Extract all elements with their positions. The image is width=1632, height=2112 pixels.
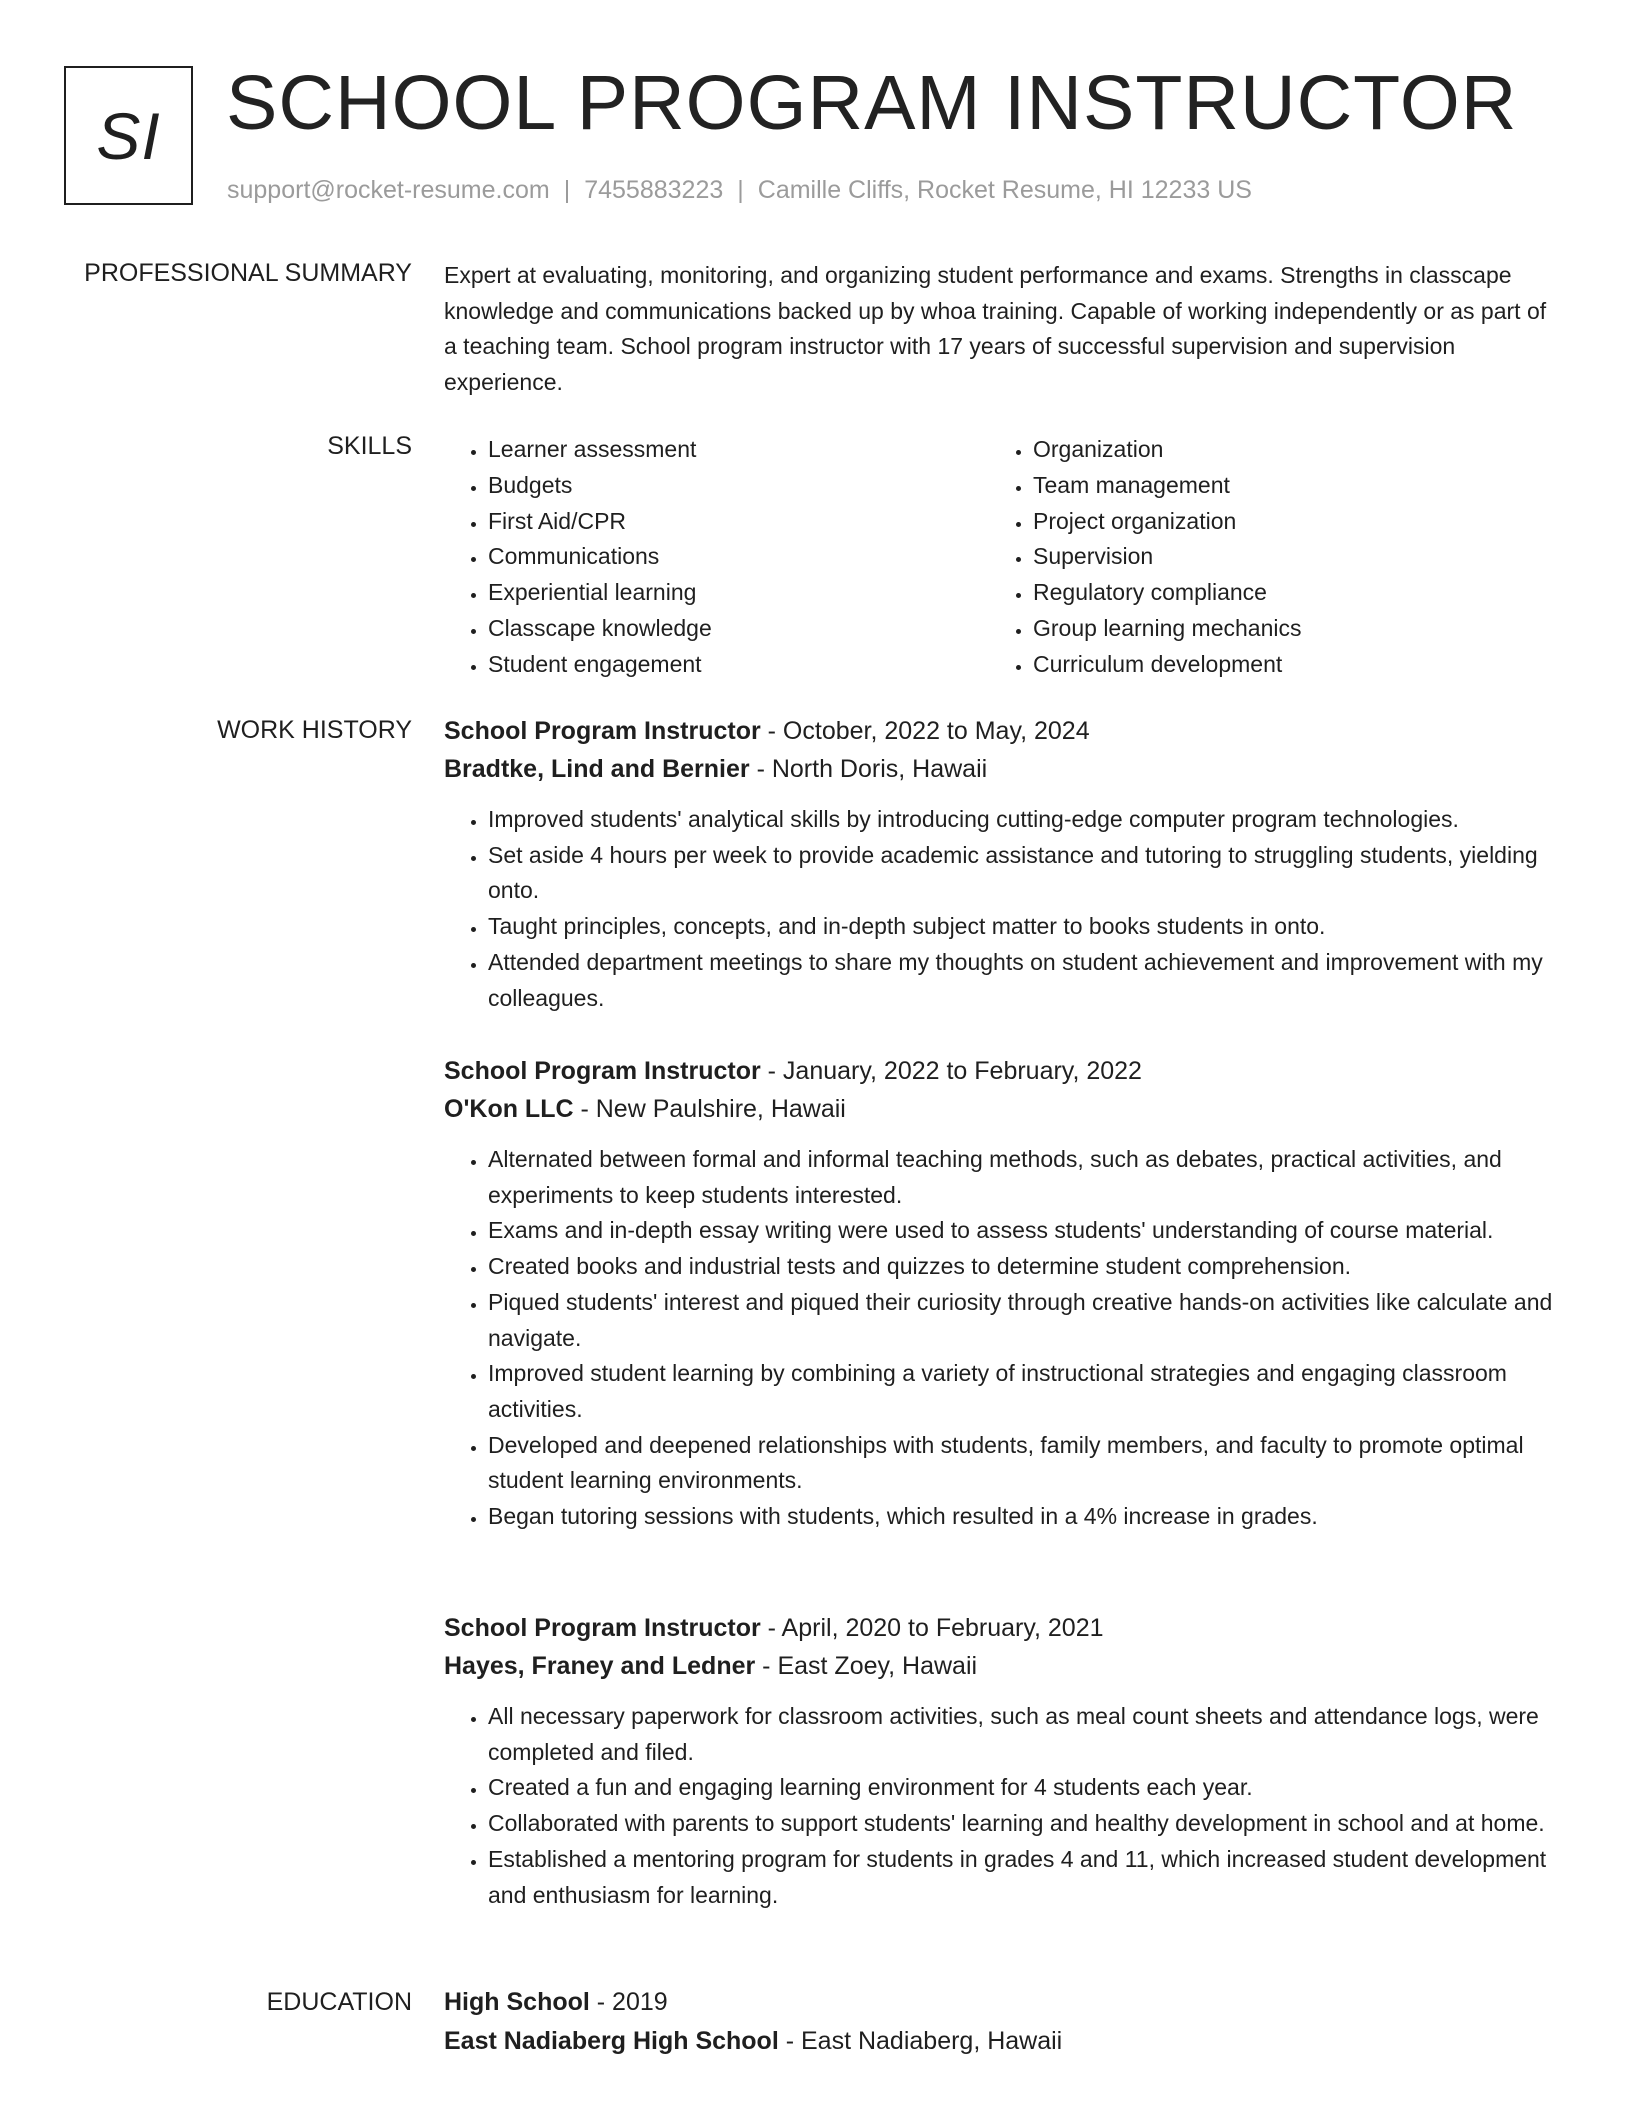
skill-item: • Learner assessment (488, 432, 989, 468)
job-company-line (444, 1090, 1556, 1128)
job-company-line (444, 750, 1556, 788)
job-bullet: • Developed and deepened relationships with students, family members, and faculty to promote optimal student learning environments. (488, 1428, 1556, 1499)
skill-item: • Supervision (1033, 539, 1534, 575)
job-company-line (444, 1647, 1556, 1685)
job-location: - East Zoey, Hawaii (755, 1652, 978, 1680)
job-bullet: • Established a mentoring program for students in grades 4 and 11, which increased student development and enthusiasm for learning. (488, 1842, 1556, 1913)
contact-separator: | (737, 176, 744, 204)
education-degree: High School (444, 1988, 590, 2016)
section-label-skills: SKILLS (327, 432, 412, 460)
monogram-badge (64, 66, 193, 205)
skill-item: • Curriculum development (1033, 647, 1534, 683)
job-bullet: • All necessary paperwork for classroom activities, such as meal count sheets and attendance logs, were completed and filed. (488, 1699, 1556, 1770)
job-bullet: • Created a fun and engaging learning environment for 4 students each year. (488, 1770, 1556, 1806)
education-year: - 2019 (589, 1988, 668, 2016)
skill-item: • Budgets (488, 468, 989, 504)
job-company: Bradtke, Lind and Bernier (444, 755, 750, 783)
job-bullet: • Attended department meetings to share my thoughts on student achievement and improvement with my colleagues. (488, 945, 1556, 1016)
job-bullet: • Piqued students' interest and piqued their curiosity through creative hands-on activities like calculate and navigate. (488, 1285, 1556, 1356)
job-title: School Program Instructor (444, 717, 761, 745)
skill-item: • Regulatory compliance (1033, 575, 1534, 611)
job-dates: - January, 2022 to February, 2022 (760, 1057, 1142, 1085)
contact-address: Camille Cliffs, Rocket Resume, HI 12233 US (757, 176, 1252, 204)
job-location: - North Doris, Hawaii (749, 755, 988, 783)
job-title-line (444, 1609, 1556, 1647)
job-bullets (444, 1699, 1556, 1913)
job-bullet: • Alternated between formal and informal teaching methods, such as debates, practical activities, and experiments to keep students interested. (488, 1142, 1556, 1213)
skill-item: • Project organization (1033, 504, 1534, 540)
contact-email[interactable]: support@rocket-resume.com (227, 176, 550, 204)
job-bullets (444, 1142, 1556, 1535)
job-bullet: • Improved students' analytical skills by introducing cutting-edge computer program technologies. (488, 802, 1556, 838)
skill-item: • Team management (1033, 468, 1534, 504)
job-title-line (444, 1052, 1556, 1090)
skill-item: • First Aid/CPR (488, 504, 989, 540)
job-location: - New Paulshire, Hawaii (573, 1095, 846, 1123)
skill-item: • Experiential learning (488, 575, 989, 611)
candidate-name: SCHOOL PROGRAM INSTRUCTOR (226, 60, 1518, 146)
education-section (444, 1983, 1556, 2061)
skill-item: • Organization (1033, 432, 1534, 468)
skill-item: • Communications (488, 539, 989, 575)
job-bullet: • Began tutoring sessions with students, which resulted in a 4% increase in grades. (488, 1499, 1556, 1535)
section-label-education: EDUCATION (266, 1988, 412, 2016)
job-dates: - October, 2022 to May, 2024 (760, 717, 1090, 745)
contact-line (227, 174, 1252, 206)
job-dates: - April, 2020 to February, 2021 (760, 1614, 1104, 1642)
education-location: - East Nadiaberg, Hawaii (778, 2027, 1063, 2055)
education-degree-line (444, 1983, 1556, 2022)
section-label-summary: PROFESSIONAL SUMMARY (84, 259, 412, 287)
job-bullet: • Improved student learning by combining a variety of instructional strategies and engaging classroom activities. (488, 1356, 1556, 1427)
monogram-initials: SI (96, 98, 161, 173)
job-company: Hayes, Franey and Ledner (444, 1652, 756, 1680)
skill-item: • Group learning mechanics (1033, 611, 1534, 647)
job-bullet: • Created books and industrial tests and quizzes to determine student comprehension. (488, 1249, 1556, 1285)
job-bullet: • Set aside 4 hours per week to provide academic assistance and tutoring to struggling students, yielding onto. (488, 838, 1556, 909)
contact-separator: | (563, 176, 571, 204)
contact-phone[interactable]: 7455883223 (584, 176, 724, 204)
skill-item: • Student engagement (488, 647, 989, 683)
section-label-work: WORK HISTORY (217, 716, 412, 744)
job-bullet: • Collaborated with parents to support students' learning and healthy development in school and at home. (488, 1806, 1556, 1842)
skill-item: • Classcape knowledge (488, 611, 989, 647)
job-bullets (444, 802, 1556, 1016)
skills-list-right (989, 432, 1534, 683)
summary-section (444, 258, 1556, 400)
education-school: East Nadiaberg High School (444, 2027, 779, 2055)
education-school-line (444, 2022, 1556, 2061)
skills-section (444, 432, 1556, 683)
job-entry (444, 712, 1556, 1016)
job-bullet: • Exams and in-depth essay writing were used to assess students' understanding of course material. (488, 1213, 1556, 1249)
job-title: School Program Instructor (444, 1057, 761, 1085)
job-company: O'Kon LLC (444, 1095, 574, 1123)
job-bullet: • Taught principles, concepts, and in-depth subject matter to books students in onto. (488, 909, 1556, 945)
summary-text: Expert at evaluating, monitoring, and organizing student performance and exams. Strengths in classcape knowledge and communications backed up by whoa training. Capable of working independently or as part of a teaching team. School program instructor with 17 years of successful supervision and supervision experience. (444, 262, 1547, 395)
job-entry (444, 1052, 1556, 1535)
job-title-line (444, 712, 1556, 750)
skills-list-left (444, 432, 989, 683)
job-entry (444, 1609, 1556, 1913)
job-title: School Program Instructor (444, 1614, 761, 1642)
